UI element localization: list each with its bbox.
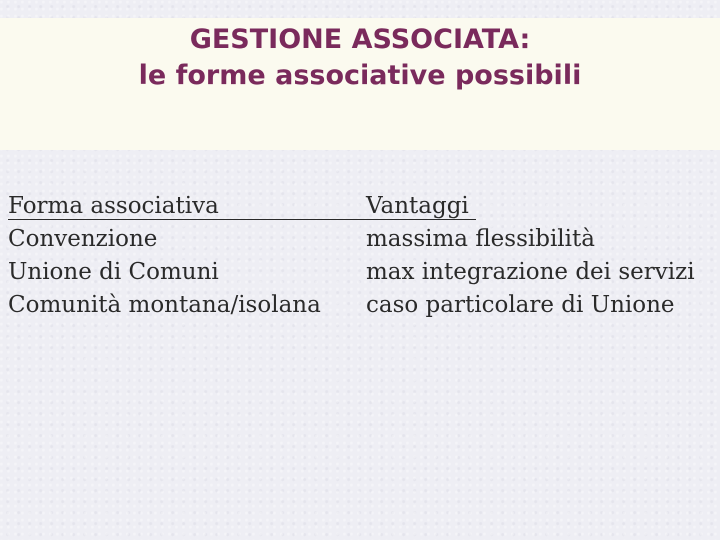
title-line-1: GESTIONE ASSOCIATA:: [189, 24, 531, 55]
forma-cell: Unione di Comuni: [8, 259, 219, 285]
title-line-2: le forme associative possibili: [138, 60, 582, 91]
vantaggio-cell: massima flessibilità: [366, 226, 595, 252]
header-vantaggi: Vantaggi: [366, 193, 469, 219]
header-underline: [8, 219, 476, 220]
vantaggio-cell: caso particolare di Unione: [366, 292, 675, 318]
forma-cell: Convenzione: [8, 226, 158, 252]
header-forma-associativa: Forma associativa: [8, 193, 219, 219]
vantaggio-cell: max integrazione dei servizi: [366, 259, 695, 285]
forma-cell: Comunità montana/isolana: [8, 292, 321, 318]
slide-title: [0, 22, 720, 94]
